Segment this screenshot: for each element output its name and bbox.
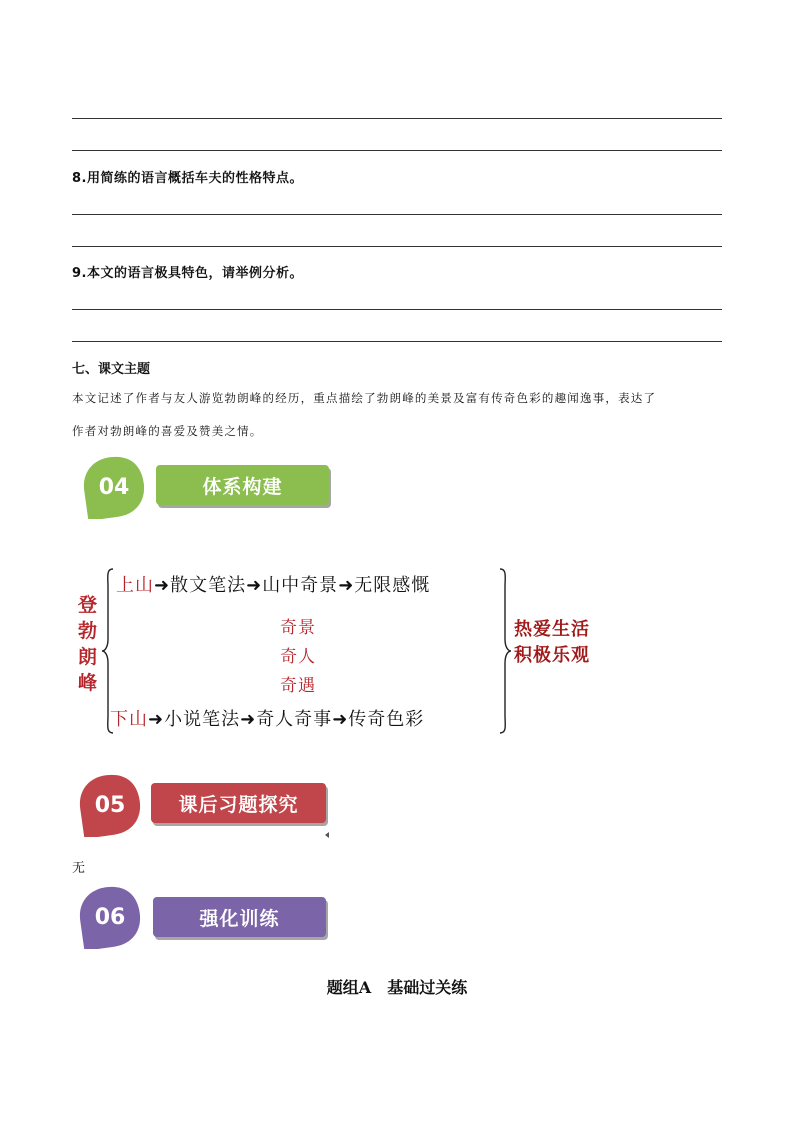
arrow-icon: ➜ — [332, 709, 349, 730]
top-node: 散文笔法 — [170, 575, 247, 596]
conclusion-line: 热爱生活 — [514, 619, 590, 640]
bottom-node: 小说笔法 — [164, 709, 241, 730]
section-badge-05 — [78, 773, 142, 837]
arrow-icon: ➜ — [338, 575, 355, 596]
answer-line — [72, 118, 722, 119]
answer-line — [72, 214, 722, 215]
after-class-answer: 无 — [72, 861, 86, 876]
theme-line-1: 本文记述了作者与友人游览勃朗峰的经历，重点描绘了勃朗峰的美景及富有传奇色彩的趣闻逸事，表达了 — [72, 391, 657, 405]
root-char: 勃 — [78, 620, 99, 642]
section-title-banner: 强化训练 — [153, 897, 326, 937]
section-badge-06 — [78, 885, 142, 949]
mindmap-middle — [280, 614, 316, 701]
root-char: 朗 — [78, 646, 99, 668]
section-number: 06 — [94, 904, 126, 930]
root-char: 峰 — [78, 672, 99, 694]
mindmap-bottom-branch — [110, 705, 424, 731]
section-badge-04 — [82, 455, 146, 519]
question-9: 9.本文的语言极具特色，请举例分析。 — [72, 266, 303, 281]
middle-item: 奇人 — [280, 647, 316, 667]
mindmap-top-branch — [116, 571, 430, 597]
answer-line — [72, 246, 722, 247]
mindmap-root — [78, 592, 100, 696]
arrow-icon: ➜ — [246, 575, 263, 596]
top-start: 上山 — [116, 575, 154, 596]
group-title: 题组A 基础过关练 — [326, 978, 468, 997]
theme-heading: 七、课文主题 — [72, 362, 151, 377]
middle-item: 奇景 — [280, 618, 316, 638]
section-number: 05 — [94, 792, 126, 818]
arrow-icon: ➜ — [154, 575, 171, 596]
small-marker-icon — [325, 832, 329, 838]
bottom-node: 奇人奇事 — [256, 709, 333, 730]
section-number: 04 — [98, 474, 130, 500]
top-node: 山中奇景 — [262, 575, 339, 596]
top-node: 无限感慨 — [354, 575, 431, 596]
section-title-banner: 体系构建 — [156, 465, 329, 505]
root-char: 登 — [78, 594, 99, 616]
question-8: 8.用简练的语言概括车夫的性格特点。 — [72, 171, 303, 186]
arrow-icon: ➜ — [148, 709, 165, 730]
bottom-start: 下山 — [110, 709, 148, 730]
bottom-node: 传奇色彩 — [348, 709, 425, 730]
answer-line — [72, 309, 722, 310]
answer-line — [72, 150, 722, 151]
mindmap-conclusion — [514, 617, 590, 669]
section-title-banner: 课后习题探究 — [151, 783, 326, 823]
answer-line — [72, 341, 722, 342]
arrow-icon: ➜ — [240, 709, 257, 730]
right-brace-icon — [497, 567, 513, 735]
middle-item: 奇遇 — [280, 676, 316, 696]
conclusion-line: 积极乐观 — [514, 645, 590, 666]
theme-line-2: 作者对勃朗峰的喜爱及赞美之情。 — [72, 424, 263, 438]
